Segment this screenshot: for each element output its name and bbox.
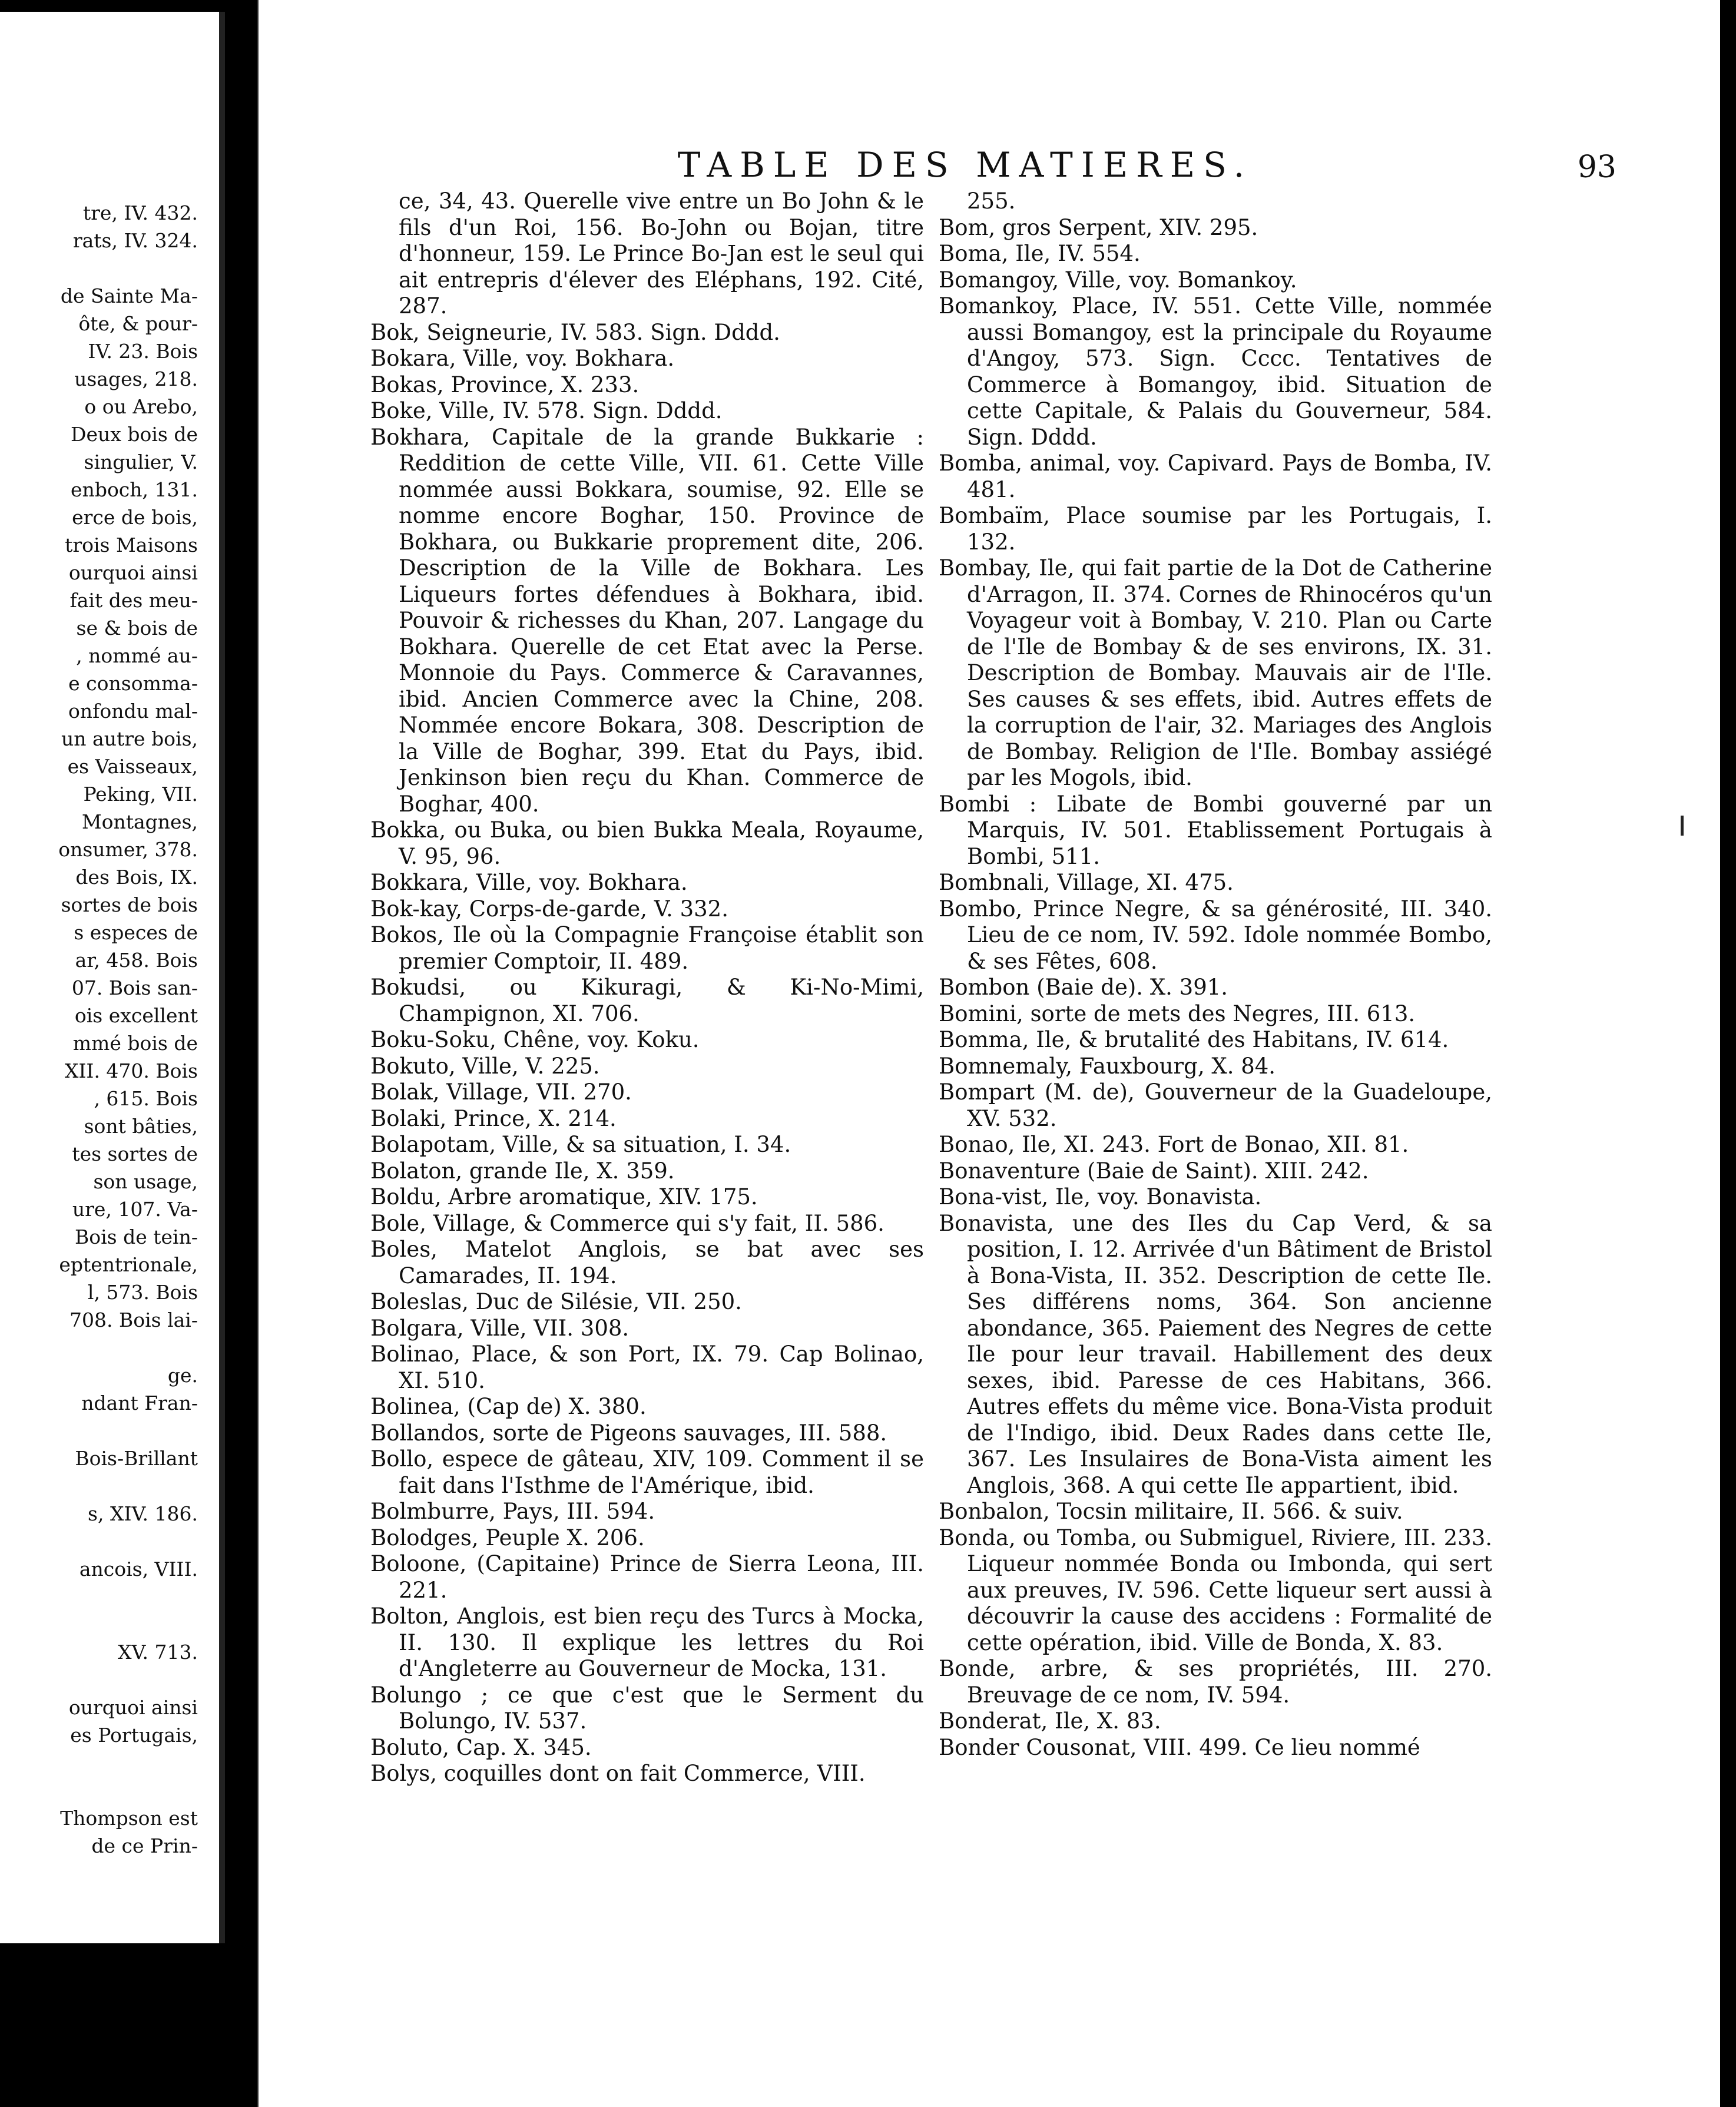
left-page-line: trois Maisons	[65, 534, 198, 556]
index-entry: Boloone, (Capitaine) Prince de Sierra Leona, III. 221.	[370, 1551, 924, 1603]
left-page-line: o ou Arebo,	[84, 395, 198, 418]
index-page	[257, 0, 1720, 2107]
left-page-line: eptentrionale,	[59, 1253, 198, 1276]
index-entry: Bokuto, Ville, V. 225.	[370, 1053, 600, 1079]
left-page-line: un autre bois,	[61, 727, 198, 750]
page-header	[259, 141, 1720, 188]
index-entry: Bolinao, Place, & son Port, IX. 79. Cap Bolinao, XI. 510.	[370, 1341, 924, 1393]
left-page-line: es Portugais,	[70, 1724, 198, 1747]
left-page-line: fait des meu-	[69, 589, 198, 612]
index-entry: Bolgara, Ville, VII. 308.	[370, 1315, 630, 1341]
left-page-line	[0, 1583, 219, 1611]
left-page-line	[0, 1749, 219, 1777]
index-entry: Bom, gros Serpent, XIV. 295.	[939, 214, 1258, 240]
left-page-line: enboch, 131.	[71, 478, 198, 501]
left-page-line: ure, 107. Va-	[72, 1198, 198, 1221]
page-number: 93	[1577, 150, 1616, 185]
index-entry: Bok, Seigneurie, IV. 583. Sign. Dddd.	[370, 319, 780, 345]
left-page-line: des Bois, IX.	[75, 866, 198, 889]
left-page-line: ancois, VIII.	[79, 1558, 198, 1581]
left-page-line: , nommé au-	[76, 644, 198, 667]
index-entry: Bollandos, sorte de Pigeons sauvages, III. 588.	[370, 1420, 887, 1446]
left-page-line: Montagnes,	[81, 810, 198, 833]
left-page-line: singulier, V.	[84, 450, 198, 473]
left-page-line: tre, IV. 432.	[82, 201, 198, 224]
left-page-line: usages, 218.	[74, 367, 198, 390]
left-page-line: sortes de bois	[61, 893, 198, 916]
index-entry: Bokka, ou Buka, ou bien Bukka Meala, Royaume, V. 95, 96.	[370, 817, 924, 869]
left-page-line: ôte, & pour-	[78, 312, 198, 335]
index-entry: Bona-vist, Ile, voy. Bonavista.	[939, 1184, 1262, 1210]
running-title: TABLE DES MATIERES.	[677, 145, 1253, 185]
index-entry: Boles, Matelot Anglois, se bat avec ses Camarades, II. 194.	[370, 1237, 924, 1288]
left-page-line	[0, 1611, 219, 1638]
index-column-right	[939, 188, 1492, 1761]
left-page-line: ar, 458. Bois	[75, 949, 198, 972]
left-page-line: tes sortes de	[72, 1142, 198, 1165]
left-page-line: mmé bois de	[72, 1032, 198, 1055]
index-entry: Bokos, Ile où la Compagnie Françoise établit son premier Comptoir, II. 489.	[370, 922, 924, 974]
index-entry: Bonderat, Ile, X. 83.	[939, 1708, 1161, 1734]
left-page-line: ndant Fran-	[81, 1392, 198, 1414]
left-page-line	[0, 1528, 219, 1555]
left-page-line: Bois-Brillant	[75, 1447, 198, 1470]
index-entry: Boma, Ile, IV. 554.	[939, 241, 1141, 266]
index-entry: Bomini, sorte de mets des Negres, III. 613.	[939, 1001, 1416, 1026]
left-page-line: ge.	[167, 1364, 198, 1387]
index-entry: Bombon (Baie de). X. 391.	[939, 975, 1228, 1000]
index-entry: Bonavista, une des Iles du Cap Verd, & sa position, I. 12. Arrivée d'un Bâtiment de Bristol à Bona-Vista, II. 352. Description de cette Ile. Ses différens noms, 364. Son ancienne abondance, 365. Paiement des Negres de cette Ile pour leur travail. Habillement des deux sexes, ibid. Paresse de ces Habitans, 366. Autres effets du même vice. Bona-Vista produit de l'Indigo, ibid. Deux Rades dans cette Ile, 367. Les Insulaires de Bona-Vista aiment les Anglois, 368. A qui cette Ile appartient, ibid.	[939, 1210, 1492, 1498]
left-page-text	[0, 199, 219, 1860]
index-entry: Bolton, Anglois, est bien reçu des Turcs à Mocka, II. 130. Il explique les lettres du Roi d'Angleterre au Gouverneur de Mocka, 131.	[370, 1604, 924, 1681]
margin-mark	[1681, 816, 1684, 836]
left-page-line: , 615. Bois	[94, 1087, 198, 1110]
index-entry: Bolak, Village, VII. 270.	[370, 1079, 632, 1105]
index-entry: Bombay, Ile, qui fait partie de la Dot de Catherine d'Arragon, II. 374. Cornes de Rhinocéros qu'un Voyageur voit à Bombay, V. 210. Plan ou Carte de l'Ile de Bombay & de ses environs, IX. 31. Description de Bombay. Mauvais air de l'Ile. Ses causes & ses effets, ibid. Autres effets de la corruption de l'air, 32. Mariages des Anglois de Bombay. Religion de l'Ile. Bombay assiégé par les Mogols, ibid.	[939, 555, 1492, 790]
index-entry: Bomangoy, Ville, voy. Bomankoy.	[939, 267, 1297, 293]
left-page-line: IV. 23. Bois	[88, 340, 198, 363]
index-entry: Bole, Village, & Commerce qui s'y fait, II. 586.	[370, 1210, 884, 1236]
index-entry: Bokas, Province, X. 233.	[370, 372, 640, 397]
left-page-line: rats, IV. 324.	[72, 229, 198, 252]
index-entry: Bolaton, grande Ile, X. 359.	[370, 1158, 675, 1184]
index-entry: Boleslas, Duc de Silésie, VII. 250.	[370, 1289, 742, 1314]
left-page-line: ourquoi ainsi	[68, 561, 198, 584]
left-page-line: de ce Prin-	[91, 1834, 198, 1857]
left-page-line: erce de bois,	[72, 506, 198, 529]
index-entry: Boku-Soku, Chêne, voy. Koku.	[370, 1027, 700, 1052]
index-entry: Bomba, animal, voy. Capivard. Pays de Bomba, IV. 481.	[939, 450, 1492, 502]
left-page-line: sont bâties,	[84, 1115, 198, 1138]
left-page-line: onfondu mal-	[68, 700, 198, 723]
index-entry: Bolodges, Peuple X. 206.	[370, 1525, 645, 1551]
left-page-line: e consomma-	[68, 672, 198, 695]
index-entry: Bomma, Ile, & brutalité des Habitans, IV. 614.	[939, 1027, 1449, 1052]
left-page-line: s, XIV. 186.	[88, 1502, 198, 1525]
left-page-line	[0, 1666, 219, 1694]
left-page-line: ois excellent	[74, 1004, 198, 1027]
index-entry: Bokkara, Ville, voy. Bokhara.	[370, 870, 688, 895]
index-entry: Bokudsi, ou Kikuragi, & Ki-No-Mimi, Champignon, XI. 706.	[370, 975, 924, 1026]
index-entry: Bolaki, Prince, X. 214.	[370, 1105, 617, 1131]
left-page-line: se & bois de	[76, 617, 198, 640]
index-entry: Bombaïm, Place soumise par les Portugais, I. 132.	[939, 503, 1492, 555]
index-entry: ce, 34, 43. Querelle vive entre un Bo John & le fils d'un Roi, 156. Bo-John ou Bojan, titre d'honneur, 159. Le Prince Bo-Jan est le seul qui ait entrepris d'élever des Eléphans, 192. Cité, 287.	[399, 188, 924, 319]
index-entry: Bok-kay, Corps-de-garde, V. 332.	[370, 896, 728, 922]
index-entry: Bokhara, Capitale de la grande Bukkarie : Reddition de cette Ville, VII. 61. Cette Ville nommée aussi Bokkara, soumise, 92. Elle se nomme encore Boghar, 150. Province de Bokhara, ou Bukkarie proprement dite, 206. Description de la Ville de Bokhara. Les Liqueurs fortes défendues à Bokhara, ibid. Pouvoir & richesses du Khan, 207. Langage du Bokhara. Querelle de cet Etat avec la Perse. Monnoie du Pays. Commerce & Caravannes, ibid. Ancien Commerce avec la Chine, 208. Nommée encore Bokara, 308. Description de la Ville de Boghar, 399. Etat du Pays, ibid. Jenkinson bien reçu du Khan. Commerce de Boghar, 400.	[370, 424, 924, 817]
index-entry: Bonaventure (Baie de Saint). XIII. 242.	[939, 1158, 1369, 1184]
left-page-line: l, 573. Bois	[87, 1281, 198, 1304]
index-entry: Bonao, Ile, XI. 243. Fort de Bonao, XII. 81.	[939, 1132, 1409, 1157]
index-entry: Bokara, Ville, voy. Bokhara.	[370, 346, 675, 371]
index-entry: Bompart (M. de), Gouverneur de la Guadeloupe, XV. 532.	[939, 1079, 1492, 1131]
index-entry: Bomankoy, Place, IV. 551. Cette Ville, nommée aussi Bomangoy, est la principale du Royaume d'Angoy, 573. Sign. Cccc. Tentatives de Commerce à Bomangoy, ibid. Situation de cette Capitale, & Palais du Gouverneur, 584. Sign. Dddd.	[939, 293, 1492, 450]
index-entry: Bolapotam, Ville, & sa situation, I. 34.	[370, 1132, 791, 1157]
left-page-line: XII. 470. Bois	[64, 1059, 198, 1082]
index-entry: Bombi : Libate de Bombi gouverné par un Marquis, IV. 501. Etablissement Portugais à Bombi, 511.	[939, 791, 1492, 869]
index-entry: Bollo, espece de gâteau, XIV, 109. Comment il se fait dans l'Isthme de l'Amérique, ibid.	[370, 1446, 924, 1498]
left-page-line	[0, 1417, 219, 1445]
left-page-line: onsumer, 378.	[58, 838, 198, 861]
left-page-line: XV. 713.	[117, 1641, 198, 1664]
index-entry: Bomnemaly, Fauxbourg, X. 84.	[939, 1053, 1276, 1079]
left-page-line: Thompson est	[60, 1807, 198, 1830]
left-page-line: son usage,	[93, 1170, 198, 1193]
left-page-line: Peking, VII.	[83, 783, 198, 806]
index-entry: Bonde, arbre, & ses propriétés, III. 270. Breuvage de ce nom, IV. 594.	[939, 1656, 1492, 1708]
index-entry: 255.	[967, 188, 1016, 214]
index-entry: Bolungo ; ce que c'est que le Serment du Bolungo, IV. 537.	[370, 1682, 924, 1734]
left-page-line	[0, 1777, 219, 1804]
index-entry: Bolys, coquilles dont on fait Commerce, VIII.	[370, 1761, 866, 1786]
index-column-left	[370, 188, 924, 1787]
left-page-line: es Vaisseaux,	[67, 755, 198, 778]
left-page-line: ourquoi ainsi	[68, 1696, 198, 1719]
left-facing-page	[0, 12, 225, 1943]
left-page-line: Bois de tein-	[75, 1225, 198, 1248]
index-entry: Bombo, Prince Negre, & sa générosité, III. 340. Lieu de ce nom, IV. 592. Idole nommée Bombo, & ses Fêtes, 608.	[939, 896, 1492, 974]
index-entry: Boldu, Arbre aromatique, XIV. 175.	[370, 1184, 758, 1210]
left-page-line: de Sainte Ma-	[60, 284, 198, 307]
left-page-line: 07. Bois san-	[71, 976, 198, 999]
index-entry: Bolinea, (Cap de) X. 380.	[370, 1394, 647, 1419]
left-page-line	[0, 254, 219, 282]
index-entry: Bonbalon, Tocsin militaire, II. 566. & suiv.	[939, 1499, 1403, 1524]
index-entry: Boluto, Cap. X. 345.	[370, 1734, 592, 1760]
left-page-line: 708. Bois lai-	[69, 1308, 198, 1331]
index-entry: Bombnali, Village, XI. 475.	[939, 870, 1234, 895]
index-entry: Bonda, ou Tomba, ou Submiguel, Riviere, III. 233. Liqueur nommée Bonda ou Imbonda, qui sert aux preuves, IV. 596. Cette liqueur sert aussi à découvrir la cause des accidens : Formalité de cette opération, ibid. Ville de Bonda, X. 83.	[939, 1525, 1492, 1655]
index-entry: Boke, Ville, IV. 578. Sign. Dddd.	[370, 398, 723, 423]
index-entry: Bolmburre, Pays, III. 594.	[370, 1499, 655, 1524]
left-page-line	[0, 1334, 219, 1361]
left-page-line: Deux bois de	[71, 423, 198, 446]
index-entry: Bonder Cousonat, VIII. 499. Ce lieu nommé	[939, 1734, 1420, 1760]
left-page-line: s especes de	[74, 921, 198, 944]
left-page-line	[0, 1472, 219, 1500]
